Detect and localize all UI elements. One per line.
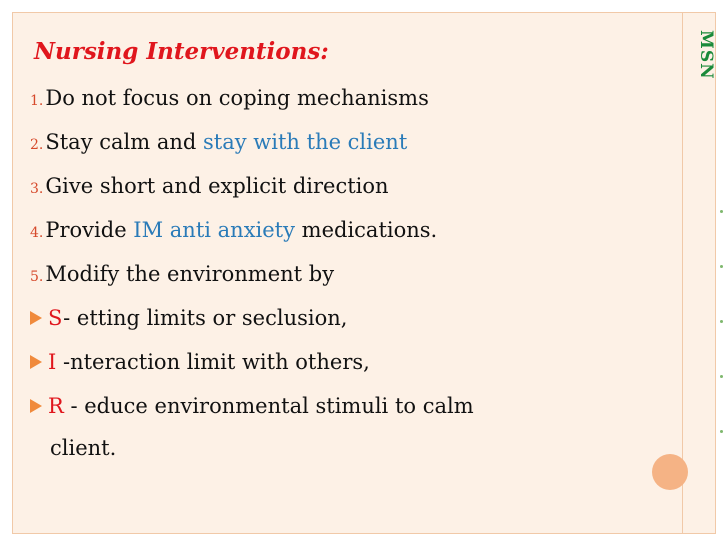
bullet-item-s: [30, 306, 347, 330]
item-highlight: stay with the client: [203, 130, 408, 154]
bullet-text: - educe environmental stimuli to calm: [63, 394, 474, 418]
list-item-2: [30, 130, 407, 154]
bullet-item-r: [30, 394, 474, 418]
list-item-4: [30, 218, 437, 242]
item-text: Stay calm and: [45, 130, 203, 154]
bullet-item-i: [30, 350, 370, 374]
arrow-bullet-icon: [30, 355, 42, 369]
bullet-text: - etting limits or seclusion,: [63, 306, 348, 330]
decorative-circle: [652, 454, 688, 490]
item-number: 3.: [30, 181, 44, 197]
slide-title: Nursing Interventions:: [34, 38, 329, 65]
item-text: Modify the environment by: [45, 262, 335, 286]
side-dots: [720, 210, 726, 490]
bullet-continuation: client.: [50, 436, 117, 460]
item-number: 1.: [30, 93, 44, 109]
list-item-5: [30, 262, 334, 286]
item-highlight: IM anti anxiety: [133, 218, 295, 242]
bullet-letter: S: [48, 306, 64, 330]
arrow-bullet-icon: [30, 311, 42, 325]
arrow-bullet-icon: [30, 399, 42, 413]
item-text: Give short and explicit direction: [45, 174, 389, 198]
item-text: medications.: [294, 218, 438, 242]
item-number: 5.: [30, 269, 44, 285]
list-item-1: [30, 86, 429, 110]
bullet-letter: I: [48, 350, 57, 374]
list-item-3: [30, 174, 389, 198]
item-number: 2.: [30, 137, 44, 153]
item-text: Provide: [45, 218, 134, 242]
side-divider: [682, 12, 683, 534]
bullet-letter: R: [48, 394, 64, 418]
item-text: Do not focus on coping mechanisms: [45, 86, 429, 110]
side-label: MSN: [696, 30, 716, 80]
item-number: 4.: [30, 225, 44, 241]
bullet-text: -nteraction limit with others,: [56, 350, 370, 374]
